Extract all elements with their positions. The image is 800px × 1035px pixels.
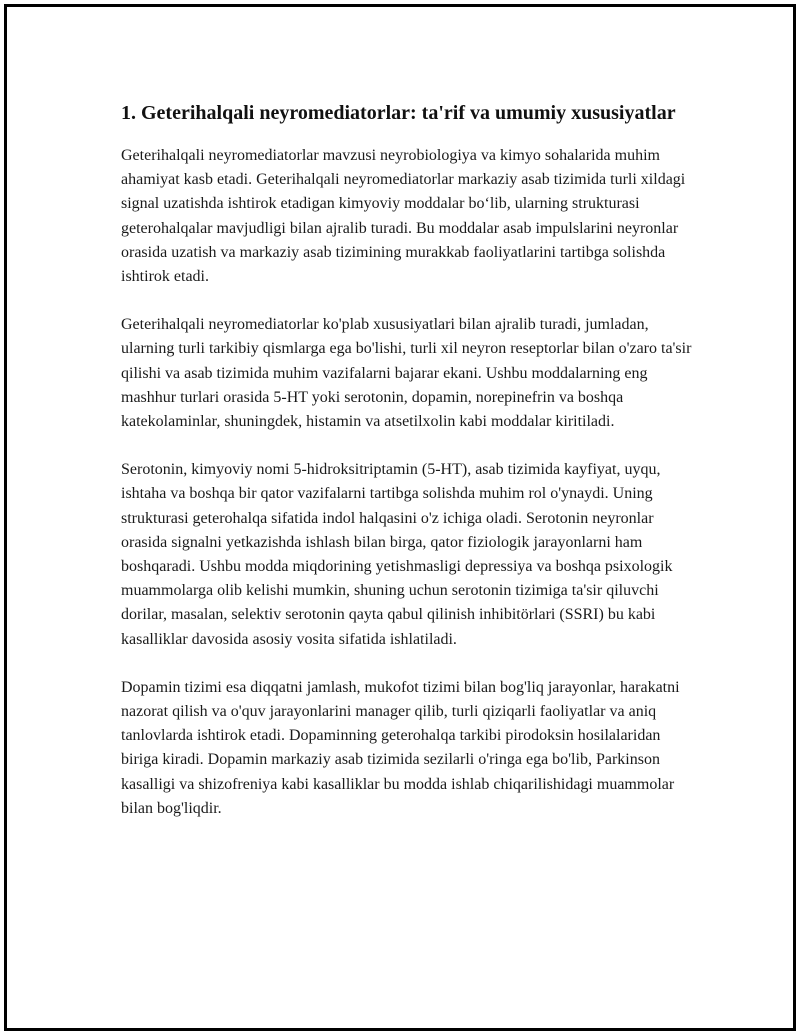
paragraph-intro: Geterihalqali neyromediatorlar mavzusi neyrobiologiya va kimyo sohalarida muhim ahamiyat kasb etadi. Geterihalqali neyromediatorlar markaziy asab tizimida turli xildagi signal uzatishda ishtirok etadigan kimyoviy moddalar bo‘lib, ularning strukturasi geterohalqalar mavjudligi bilan ajralib turadi. Bu moddalar asab impulslarini neyronlar orasida uzatish va markaziy asab tizimining murakkab faoliyatlarini tartibga solishda ishtirok etadi. bbox=[121, 147, 686, 286]
paragraph-serotonin: Serotonin, kimyoviy nomi 5-hidroksitriptamin (5-HT), asab tizimida kayfiyat, uyqu, ishtaha va boshqa bir qator vazifalarni tartibga solishda muhim rol o'ynaydi. Uning strukturasi geterohalqa sifatida indol halqasini o'z ichiga oladi. Serotonin neyronlar orasida signalni yetkazishda ishlash bilan birga, qator fiziologik jarayonlarni ham boshqaradi. Ushbu modda miqdorining yetishmasligi depressiya va boshqa psixologik muammolarga olib kelishi mumkin, shuning uchun serotonin tizimiga ta'sir qiluvchi dorilar, masalan, selektiv serotonin qayta qabul qilinish inhibitörlari (SSRI) bu kabi kasalliklar davosida asosiy vosita sifatida ishlatiladi. bbox=[121, 461, 673, 648]
page-border bbox=[4, 4, 796, 1031]
paragraph-properties: Geterihalqali neyromediatorlar ko'plab xususiyatlari bilan ajralib turadi, jumladan, ularning turli tarkibiy qismlarga ega bo'lishi, turli xil neyron reseptorlar bilan o'zaro ta'sir qilishi va asab tizimida muhim vazifalarni bajarar ekani. Ushbu moddalarning eng mashhur turlari orasida 5-HT yoki serotonin, dopamin, norepinefrin va boshqa katekolaminlar, shuningdek, histamin va atsetilxolin kabi moddalar kiritiladi. bbox=[121, 316, 692, 431]
paragraph-dopamine: Dopamin tizimi esa diqqatni jamlash, mukofot tizimi bilan bog'liq jarayonlar, harakatni nazorat qilish va o'quv jarayonlarini manager qilib, turli qiziqarli faoliyatlar va aniq tanlovlarda ishtirok etadi. Dopaminning geterohalqa tarkibi pirodoksin hosilalaridan biriga kiradi. Dopamin markaziy asab tizimida sezilarli o'ringa ega bo'lib, Parkinson kasalligi va shizofreniya kabi kasalliklar bu modda ishlab chiqarilishidagi muammolar bilan bog'liqdir. bbox=[121, 678, 680, 817]
section-heading: 1. Geterihalqali neyromediatorlar: ta'rif va umumiy xususiyatlar bbox=[121, 102, 676, 124]
document-body bbox=[121, 99, 701, 845]
